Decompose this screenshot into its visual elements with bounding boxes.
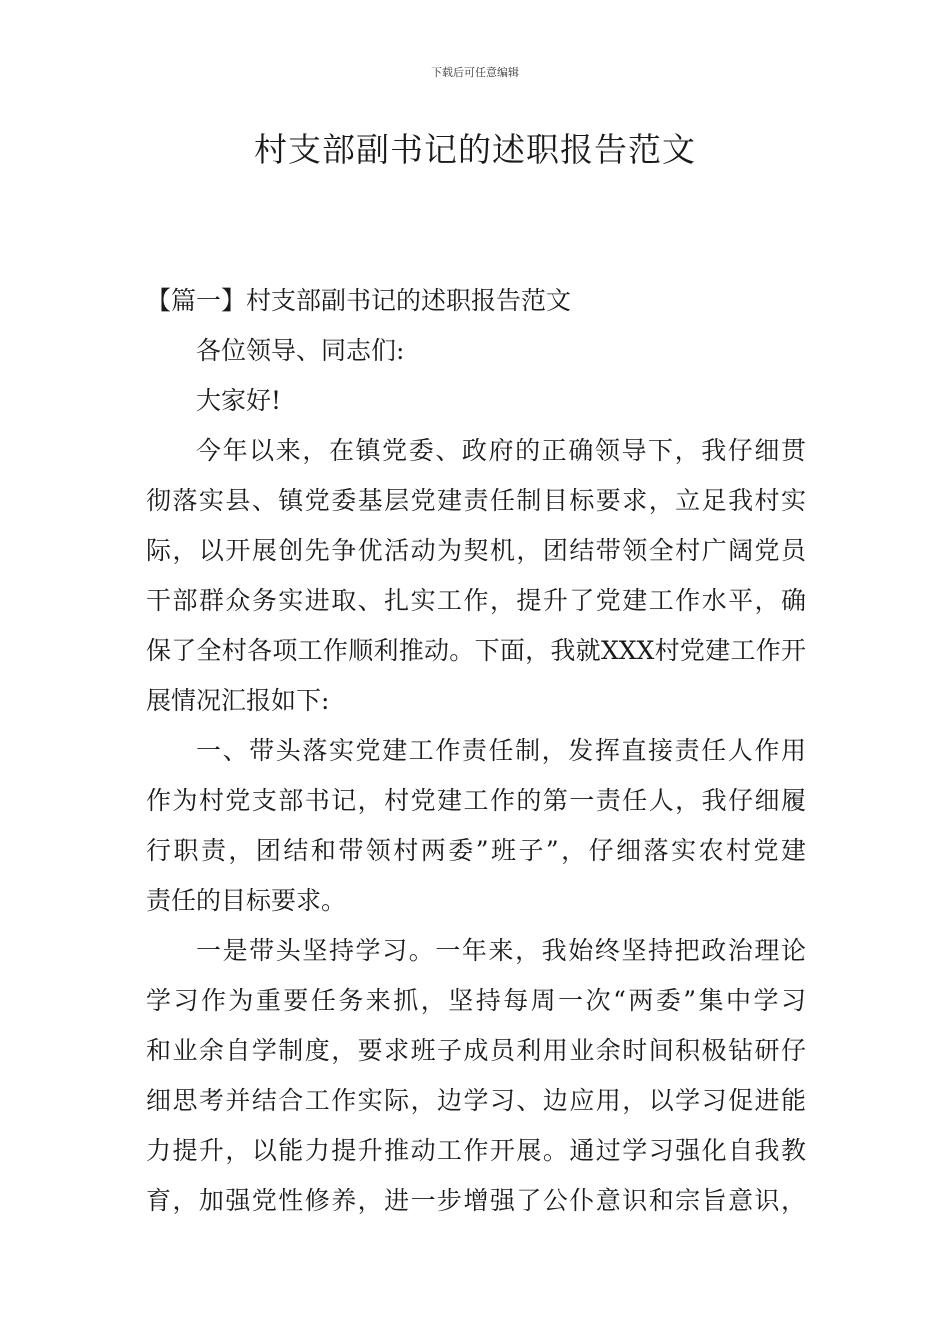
paragraph-line: 一、带头落实党建工作责任制，发挥直接责任人作用 (196, 736, 806, 765)
paragraph-line: 学习作为重要任务来抓，坚持每周一次“两委”集中学习 (146, 986, 806, 1015)
paragraph-line: 保了全村各项工作顺利推动。下面，我就XXX村党建工作开 (146, 636, 806, 665)
paragraph-line: 行职责，团结和带领村两委”班子”，仔细落实农村党建 (146, 836, 806, 865)
paragraph-line: 和业余自学制度，要求班子成员利用业余时间积极钻研仔 (146, 1036, 806, 1065)
paragraph-line: 彻落实县、镇党委基层党建责任制目标要求，立足我村实 (146, 486, 806, 515)
salutation: 各位领导、同志们: (196, 336, 405, 365)
paragraph-line: 今年以来，在镇党委、政府的正确领导下，我仔细贯 (196, 436, 806, 465)
paragraph-line: 力提升，以能力提升推动工作开展。通过学习强化自我教 (146, 1136, 806, 1165)
paragraph-line: 作为村党支部书记，村党建工作的第一责任人，我仔细履 (146, 786, 806, 815)
paragraph-line: 责任的目标要求。 (146, 886, 347, 915)
paragraph-line: 一是带头坚持学习。一年来，我始终坚持把政治理论 (196, 936, 806, 965)
paragraph-study (146, 926, 806, 1226)
paragraph-line: 展情况汇报如下: (146, 686, 330, 715)
document-title: 村支部副书记的述职报告范文 (254, 130, 696, 169)
paragraph-line: 际，以开展创先争优活动为契机，团结带领全村广阔党员 (146, 536, 806, 565)
paragraph-line: 细思考并结合工作实际，边学习、边应用，以学习促进能 (146, 1086, 806, 1115)
greeting: 大家好! (196, 386, 282, 415)
document-body (146, 276, 806, 1226)
paragraph-responsibility (146, 726, 806, 926)
paragraph-intro (146, 426, 806, 726)
paragraph-line: 干部群众务实进取、扎实工作，提升了党建工作水平，确 (146, 586, 806, 615)
header-note: 下载后可任意编辑 (431, 66, 519, 79)
section-heading: 【篇一】村支部副书记的述职报告范文 (146, 286, 572, 315)
paragraph-line: 育，加强党性修养，进一步增强了公仆意识和宗旨意识， (146, 1186, 806, 1215)
